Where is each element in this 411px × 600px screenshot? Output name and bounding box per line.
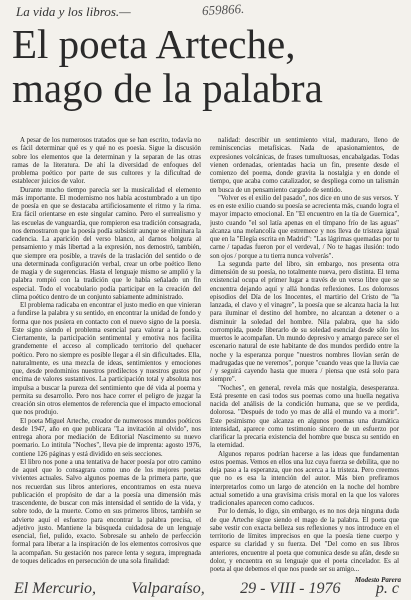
article-column-left xyxy=(12,137,201,577)
paragraph: Durante mucho tiempo parecía ser la musicalidad el elemento más importante. El modernismo nos había acostumbrado a un tipo de poesía en que se destacaba artificiosamente el ritmo y la rima. Era fácil orientarse en este singular camino. Pero el surrealismo y las escuelas de vanguardia, que rompieron esa tradición consagrada, nos demostraron que la poesía podía subsistir aunque se eliminara la cadencia. La aparición del verso blanco, al darnos holgura al pensamiento y más libertad a la expresión, nos demostró, también, que siempre era posible, a través de la traslación del sentido o de una determinada configuración verbal, crear un orbe poético lleno de magia y de sugerencias. Hasta el lenguaje mismo se amplió y la palabra rompió con la tradición que le había señalado un fin especial. Todo el vocabulario podía participar en la creación del clima poético dentro de un conjunto sabiamente administrado. xyxy=(12,186,201,301)
author-signature: Modesto Parera xyxy=(354,576,401,584)
handwritten-catalog-number: 659866. xyxy=(201,0,245,19)
paragraph: El problema radicaba en encontrar el justo medio en que vinieran a fundirse la palabra y su sentido, en encontrar la unidad de fondo y forma que nos pusiera en contacto con el nuevo signo de la poesía. Este signo siendo el problema esencial para valorar a la poesía. Ciertamente, la participación sentimental y emotiva nos facilita grandemente el acceso al complicado territorio del quehacer poético. Pero no siempre es posible llegar a él sin dificultades. Ella, naturalmente, es una mezcla de ideas, sentimientos y emociones que, desde predominios nuestros predilectos y nuestros gustos por encima de valores sustantivos. La participación total y absoluta nos impulsa a buscar la pureza del sentimiento que dé vida al poema y permita su desarrollo. Pero nos hace correr el peligro de juzgar la creación sin otros elementos de referencia que el impacto emocional que nos produjo. xyxy=(12,302,201,417)
article-title xyxy=(12,22,402,110)
title-line-2: mago de la palabra xyxy=(12,65,323,111)
paragraph: Algunos reparos podrían hacerse a las ideas que fundamentan estos poemas. Vemos en ellos una luz cuya fuerza se debilita, que no deja paso a la esperanza, que nos acerca a la tristeza. Pero creemos que no es esa la intención del autor. Más bien prefiramos interpretarlos como un largo de atención en la noche del hombre actual sometido a una gravísima crisis moral en la que los valores tradicionales aparecen como caducos. xyxy=(210,450,399,507)
title-line-1: El poeta Arteche, xyxy=(12,21,296,67)
paragraph: "Volver es el exilio del pasado", nos dice en uno de sus versos. Y es en este exilio cuando su poesía se acrecienta más, cuando logra el mayor impacto emocional. En "El encuentro en la tía de Guernica", justo cuando "el sol latía apenas en el tímpano frío de las aguas" alcanza una melancolía que estremece y nos lleva de tristeza igual que en la "Elegía escrita en Madrid": "Las lágrimas quemadas por tu carne / tapadas fueron por el verdeval, / No te hagas ilusión: todo son ojos / porque a tu tierra nunca volverás". xyxy=(210,194,399,260)
source-paper: El Mercurio, xyxy=(14,580,97,597)
section-label: La vida y los libros.— xyxy=(16,4,131,19)
paragraph: La segunda parte del libro, sin embargo, nos presenta otra dimensión de su poesía, no totalmente nueva, pero distinta. El tema existencial ocupa el primer lugar a través de un verso libre que se encuentra dejando aquí y allá hondas reflexiones. Los dolorosos episodios del Día de los Inocentes, el martirio del Cristo de "la lanzada, el clavo y el vinagre", la poesía que se alcanza hacia la luz para iluminar el destino del hombre, no alcanzan a detener o a disminuir la soledad del hombre. Nila palabra, que ha sido corrompida, puede liberarlo de su soledad esencial desde sólo los muertos le acompañan. Un mundo depresivo y amargo parece ser el escenario natural de este habitante de dos mundos perdido entre la noche y la esperanza porque "nuestros nombres llovían serán de madrugadas que ne veremos", porque "cuando veas que la lluvia cae / y seguirá cayendo hasta que muera / piensa que está solo para siempre". xyxy=(210,260,399,384)
source-page: p. c xyxy=(375,580,399,597)
source-city: Valparaíso, xyxy=(131,580,205,597)
paragraph: "Noches", en general, revela más que nostalgia, desesperanza. Está presente en casi todos sus poemas como una huella negativa nacida del análisis de la condición humana, que se ve perdida, dolorosa. "Después de todo yo mas de allá el mundo va a morir". Este pesimismo que alcanza en algunos poemas una dramática intensidad, aparece como testimonio sincero de un esfuerzo por clarificar la precaria existencia del hombre que busca su sentido en la eternidad. xyxy=(210,384,399,450)
paragraph: El libro nos pone a una tentativa de hacer poesía por otro camino de aquel que lo consagrara como uno de los mejores poetas vivientes actuales. Salvo algunos poemas de la primera parte, que nos recuerdan sus libros anteriores, encontramos en esta nueva publicación el propósito de dar a la poesía una dimensión más trascendente, de buscar con más intensidad el sentido de la vida, y sobre todo, de la muerte. Como en sus primeros libros, también se advierte aquí el esfuerzo para encontrar la palabra precisa, el adjetivo justo. Mantiene la búsqueda cuidadosa de un lenguaje esencial, fiel, pulido, exacto. Sobresale su anhelo de perfección formal para liberar a la inspiración de los elementos corrosivos que la acompañan. Su gestación nos parece lenta y segura, impregnada de toques delicados en persecución de una sola finalidad: xyxy=(12,458,201,565)
paragraph: nalidad: describir un sentimiento vital, maduraro, lleno de reminiscencias metafísicas. Nada de apasionamientos, de expresiones volcánicas, de frases tumultuosas, encabalgadas. Todas vienen ordenadas, orientadas hacia un fin, presente desde el comienzo del poema, donde gravita la nostalgia y en donde el tiempo, que acaba como catalizador, se despliega como un talismán en busca de un pensamiento cargado de sentido. xyxy=(210,137,399,194)
paragraph: Por lo demás, lo digo, sin embargo, es no nos deja ninguna duda de que Arteche sigue siendo el mago de la palabra. El poeta que sabe vestir con exacta belleza sus reflexiones y nos introduce en el territorio de límites imprecisos en que la poesía tiene cuerpo y esparce su claridad y su fuerza. Del "Del como en sus libros anteriores, encuentre al poeta que comunica desde su afán, desde su dolor, y encuentra en su lenguaje que el poeta cincelador. Es al poeta al que debemos el que nos puede ser su amigo... xyxy=(210,508,399,573)
source-date: 29 - VIII - 1976 xyxy=(240,580,341,597)
paragraph: El poeta Miguel Arteche, creador de numerosos mundos poéticos desde 1947, año en que publicara "La invitación al olvido", nos entrega ahora por mediación de Editorial Nascimento su nuevo poemario. Lo intitula "Noches", lleva pie de imprenta: agosto 1976, contiene 126 páginas y está dividido en seis secciones. xyxy=(12,417,201,458)
handwritten-source-note xyxy=(14,580,399,598)
article-column-right xyxy=(210,137,399,577)
paragraph: A pesar de los numerosos tratados que se han escrito, todavía no es fácil determinar qué es y qué no es poesía. Sigue la discusión sobre los elementos que la determinan y la separan de las otras ramas de la literatura. De ahí la diversidad de enfoques del problema poético por parte de sus cultores y la dificultad de establecer juicios de valor. xyxy=(12,137,201,186)
